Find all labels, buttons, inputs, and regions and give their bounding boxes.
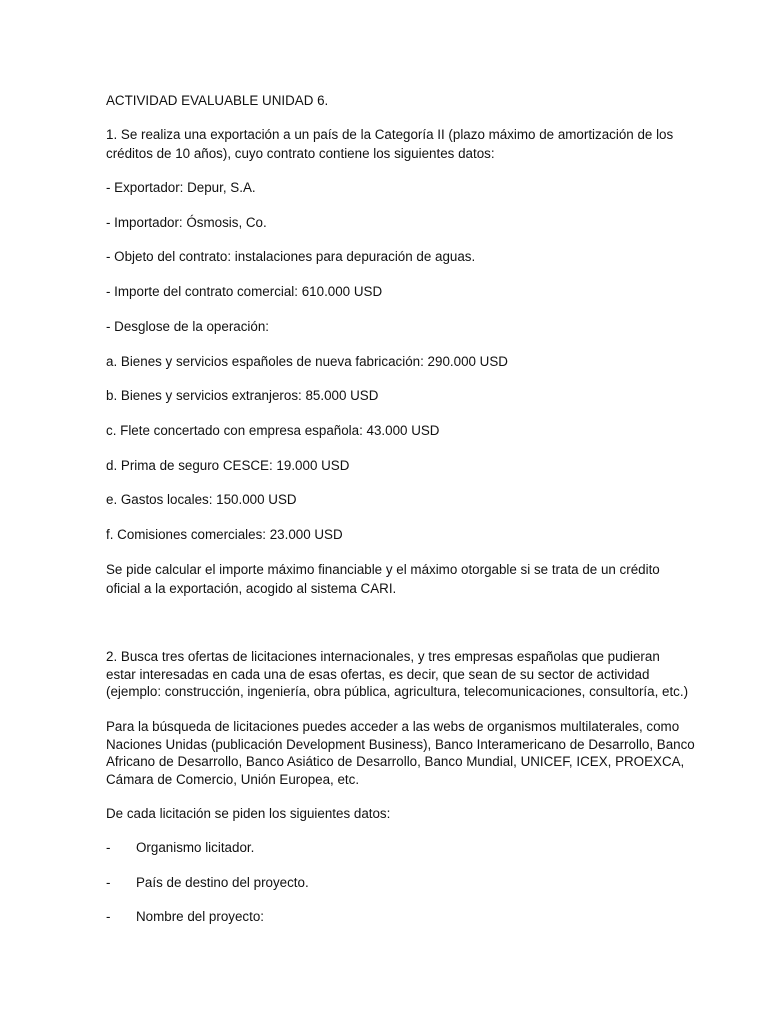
document-title: ACTIVIDAD EVALUABLE UNIDAD 6. xyxy=(106,93,329,108)
search-paragraph-line-1: Para la búsqueda de licitaciones puedes acceder a las webs de organismos multilaterales, como xyxy=(106,719,680,734)
search-paragraph-line-2: Naciones Unidas (publicación Development Business), Banco Interamericano de Desarrollo, Banco xyxy=(106,737,695,752)
breakdown-item-b: b. Bienes y servicios extranjeros: 85.000 USD xyxy=(106,388,379,403)
breakdown-item-e: e. Gastos locales: 150.000 USD xyxy=(106,492,297,507)
breakdown-heading: - Desglose de la operación: xyxy=(106,319,270,334)
question-1-ask-line-2: oficial a la exportación, acogido al sistema CARI. xyxy=(106,581,397,596)
bullet-dash: - xyxy=(106,840,111,855)
bullet-dash: - xyxy=(106,909,111,924)
breakdown-item-c: c. Flete concertado con empresa española: 43.000 USD xyxy=(106,423,440,438)
exporter-item: - Exportador: Depur, S.A. xyxy=(106,180,256,195)
question-1-intro-line-2: créditos de 10 años), cuyo contrato contiene los siguientes datos: xyxy=(106,146,495,161)
question-2-intro-line-2: estar interesadas en cada una de esas ofertas, es decir, que sean de su sector de actividad xyxy=(106,667,650,682)
contract-amount-item: - Importe del contrato comercial: 610.000 USD xyxy=(106,284,383,299)
breakdown-item-f: f. Comisiones comerciales: 23.000 USD xyxy=(106,527,343,542)
question-2-intro-line-1: 2. Busca tres ofertas de licitaciones internacionales, y tres empresas españolas que pudieran xyxy=(106,649,660,664)
bullet-item-tendering-body: Organismo licitador. xyxy=(136,840,255,855)
bullet-item-destination-country: País de destino del proyecto. xyxy=(136,875,309,890)
importer-item: - Importador: Ósmosis, Co. xyxy=(106,215,267,230)
question-2-intro-line-3: (ejemplo: construcción, ingeniería, obra pública, agricultura, telecomunicaciones, consultoría, etc.) xyxy=(106,684,689,699)
breakdown-item-a: a. Bienes y servicios españoles de nueva fabricación: 290.000 USD xyxy=(106,354,508,369)
contract-object-item: - Objeto del contrato: instalaciones para depuración de aguas. xyxy=(106,249,476,264)
search-paragraph-line-4: Cámara de Comercio, Unión Europea, etc. xyxy=(106,772,360,787)
bullet-dash: - xyxy=(106,875,111,890)
question-1-intro-line-1: 1. Se realiza una exportación a un país de la Categoría II (plazo máximo de amortización de los xyxy=(106,127,674,142)
breakdown-item-d: d. Prima de seguro CESCE: 19.000 USD xyxy=(106,458,350,473)
search-paragraph-line-3: Africano de Desarrollo, Banco Asiático de Desarrollo, Banco Mundial, UNICEF, ICEX, PROEXCA, xyxy=(106,754,685,769)
data-request-intro: De cada licitación se piden los siguientes datos: xyxy=(106,806,391,821)
bullet-item-project-name: Nombre del proyecto: xyxy=(136,909,265,924)
question-1-ask-line-1: Se pide calcular el importe máximo financiable y el máximo otorgable si se trata de un crédito xyxy=(106,562,660,577)
